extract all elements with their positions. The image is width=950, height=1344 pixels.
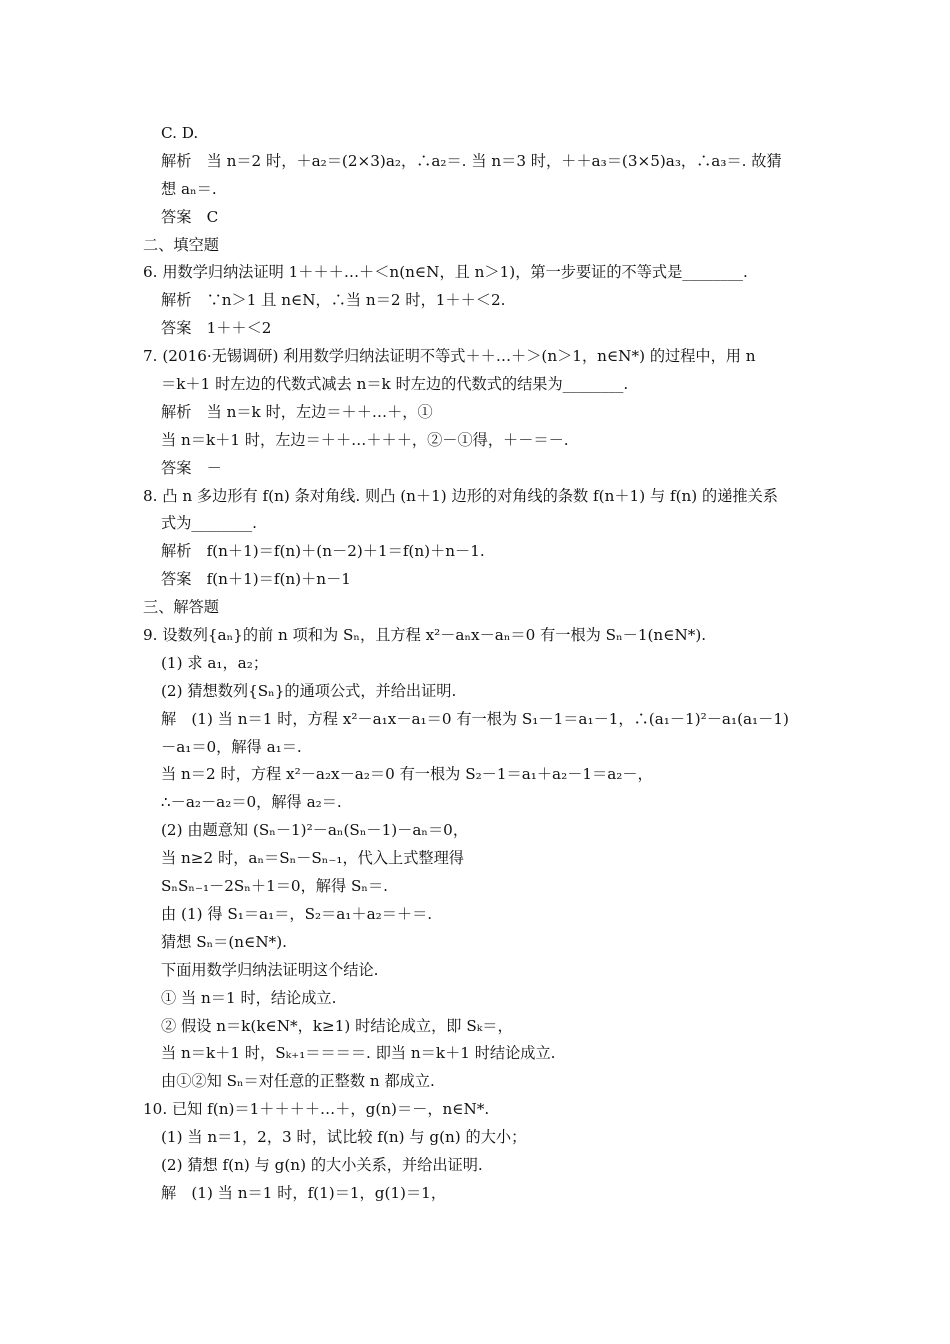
- text-line: 想 aₙ＝.: [161, 179, 217, 198]
- text-line-heading: 9. 设数列{aₙ}的前 n 项和为 Sₙ，且方程 x²－aₙx－aₙ＝0 有一根为 Sₙ－1(n∈N*).: [143, 626, 707, 645]
- text-line: 由①②知 Sₙ＝对任意的正整数 n 都成立.: [161, 1072, 435, 1091]
- text-line-heading: 三、解答题: [143, 598, 219, 617]
- text-line: －a₁＝0，解得 a₁＝.: [161, 737, 302, 756]
- text-line: 解 (1) 当 n＝1 时，f(1)＝1，g(1)＝1，: [161, 1183, 447, 1202]
- text-line: 当 n≥2 时，aₙ＝Sₙ－Sₙ₋₁，代入上式整理得: [161, 849, 464, 868]
- text-line: ∴－a₂－a₂＝0，解得 a₂＝.: [161, 793, 342, 812]
- text-line-heading: 6. 用数学归纳法证明 1＋＋＋…＋＜n(n∈N，且 n＞1)，第一步要证的不等式是________.: [143, 263, 748, 282]
- text-line: 解析 当 n＝2 时，＋a₂＝(2×3)a₂，∴a₂＝. 当 n＝3 时，＋＋a₃＝(3×5)a₃，∴a₃＝. 故猜: [161, 151, 782, 170]
- text-line-heading: 8. 凸 n 多边形有 f(n) 条对角线. 则凸 (n＋1) 边形的对角线的条数 f(n＋1) 与 f(n) 的递推关系: [143, 486, 778, 505]
- document-body: [0, 120, 950, 1208]
- text-line: (2) 猜想 f(n) 与 g(n) 的大小关系，并给出证明.: [161, 1155, 483, 1174]
- text-line: 式为________.: [161, 514, 257, 533]
- text-line: ① 当 n＝1 时，结论成立.: [161, 988, 337, 1007]
- text-line: (1) 求 a₁，a₂；: [161, 653, 269, 672]
- text-line: (1) 当 n＝1，2，3 时，试比较 f(n) 与 g(n) 的大小；: [161, 1128, 527, 1147]
- text-line: 下面用数学归纳法证明这个结论.: [161, 960, 379, 979]
- text-line: 答案 f(n＋1)＝f(n)＋n－1: [161, 570, 351, 589]
- text-line: C. D.: [161, 124, 199, 142]
- text-line: ＝k＋1 时左边的代数式减去 n＝k 时左边的代数式的结果为________.: [161, 375, 629, 394]
- text-line: 解析 ∵n＞1 且 n∈N，∴当 n＝2 时，1＋＋＜2.: [161, 291, 506, 310]
- text-line: 答案 －: [161, 458, 222, 477]
- text-line: 当 n＝k＋1 时，左边＝＋＋…＋＋＋，②－①得，＋－＝－.: [161, 430, 569, 449]
- text-line: SₙSₙ₋₁－2Sₙ＋1＝0，解得 Sₙ＝.: [161, 877, 388, 896]
- text-line: (2) 由题意知 (Sₙ－1)²－aₙ(Sₙ－1)－aₙ＝0，: [161, 821, 469, 840]
- text-line: 当 n＝k＋1 时，Sₖ₊₁＝＝＝＝. 即当 n＝k＋1 时结论成立.: [161, 1044, 556, 1063]
- text-line: 解 (1) 当 n＝1 时，方程 x²－a₁x－a₁＝0 有一根为 S₁－1＝a₁－1，∴(a₁－1)²－a₁(a₁－1): [161, 709, 789, 728]
- text-line-heading: 二、填空题: [143, 235, 219, 254]
- text-line-heading: 10. 已知 f(n)＝1＋＋＋＋…＋，g(n)＝－，n∈N*.: [143, 1100, 490, 1119]
- text-line: 由 (1) 得 S₁＝a₁＝，S₂＝a₁＋a₂＝＋＝.: [161, 904, 433, 923]
- text-line: ② 假设 n＝k(k∈N*，k≥1) 时结论成立，即 Sₖ＝，: [161, 1016, 513, 1035]
- text-line: 答案 C: [161, 207, 219, 226]
- text-line: 解析 f(n＋1)＝f(n)＋(n－2)＋1＝f(n)＋n－1.: [161, 542, 485, 561]
- text-line: 猜想 Sₙ＝(n∈N*).: [161, 932, 287, 951]
- text-line: 答案 1＋＋＜2: [161, 319, 272, 338]
- text-line: 当 n＝2 时，方程 x²－a₂x－a₂＝0 有一根为 S₂－1＝a₁＋a₂－1＝a₂－，: [161, 765, 653, 784]
- text-line-heading: 7. (2016·无锡调研) 利用数学归纳法证明不等式＋＋…＋＞(n＞1，n∈N*) 的过程中，用 n: [143, 347, 756, 366]
- text-line: 解析 当 n＝k 时，左边＝＋＋…＋，①: [161, 402, 433, 421]
- text-line: (2) 猜想数列{Sₙ}的通项公式，并给出证明.: [161, 681, 457, 700]
